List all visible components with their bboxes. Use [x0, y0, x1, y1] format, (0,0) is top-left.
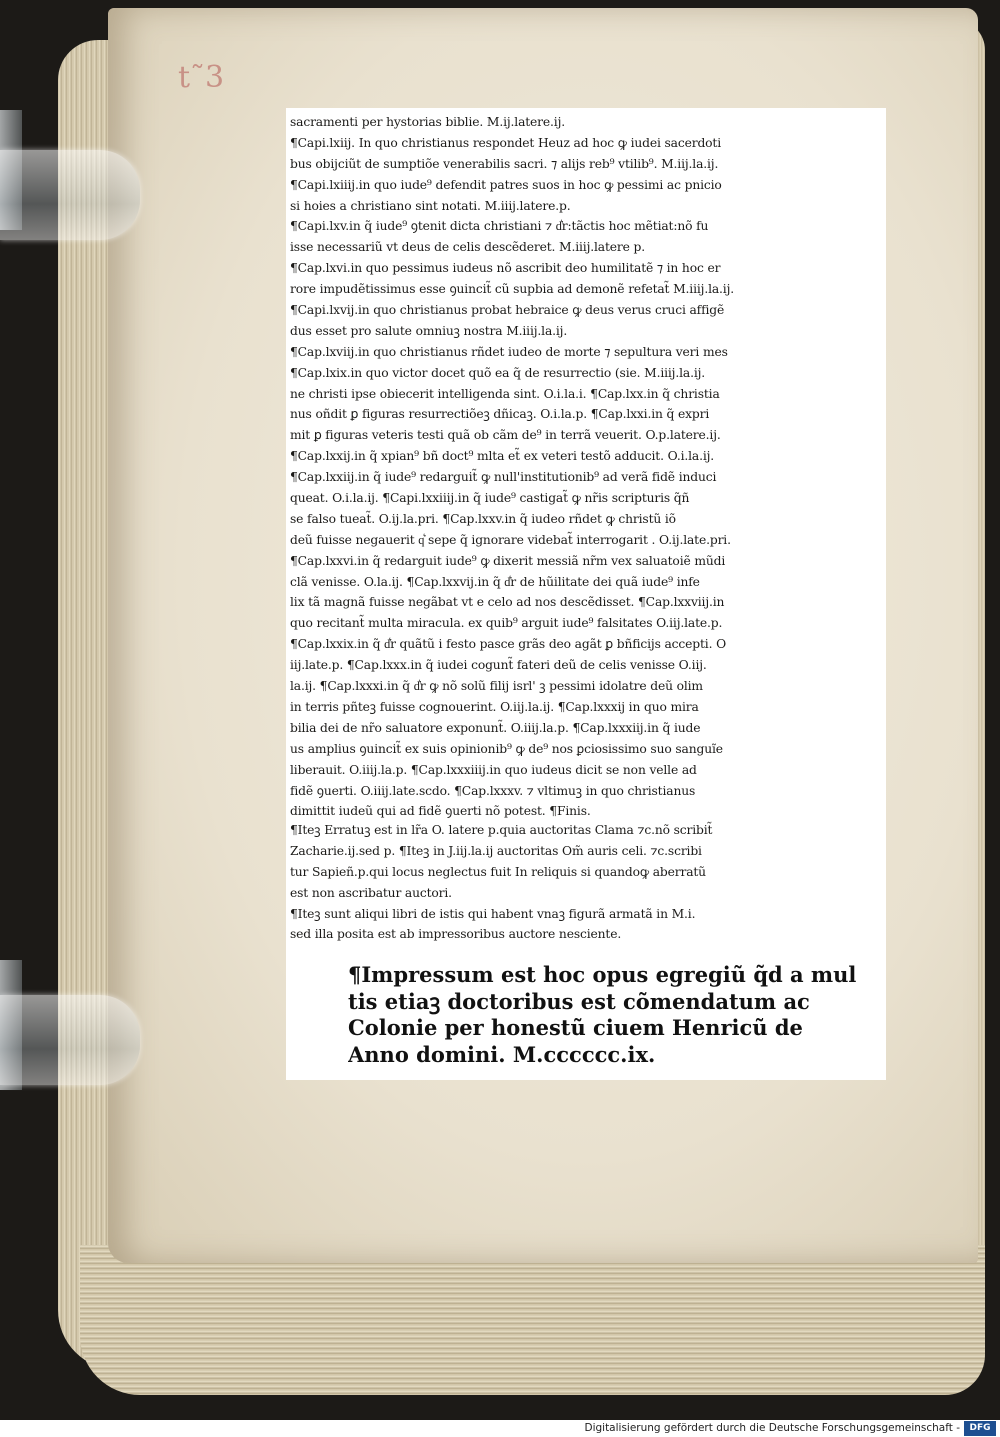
text-line: ¶Capi.lxiij. In quo christianus respondet Heuz ad hoc ꝙ iudei sacerdoti — [290, 135, 721, 150]
glass-clamp-bottom — [0, 995, 140, 1085]
text-line: ¶Cap.lxxij.in q̃ xpian⁹ bñ doct⁹ mlta et̃ ex veteri testõ adducit. O.i.la.ij. — [290, 449, 715, 464]
colophon-line: ¶Impressum est hoc opus egregiũ q̃d a mul — [348, 962, 857, 987]
errata-line: sed illa posita est ab impressoribus auctore nesciente. — [290, 927, 622, 942]
footer-credit: Digitalisierung gefördert durch die Deutsche Forschungsgemeinschaft - — [584, 1422, 960, 1434]
text-line: fidẽ ꝯuerti. O.iiij.late.scdo. ¶Cap.lxxxv. ⁊ vltimuꝫ in quo christianus — [290, 783, 696, 798]
errata-line: Zacharie.ij.sed p. ¶Iteꝫ in J.iij.la.ij auctoritas Om̃ auris celi. ⁊c.scribi — [290, 843, 702, 858]
text-line: ¶Cap.lxvi.in quo pessimus iudeus nõ ascribit deo humilitatẽ ⁊ in hoc er — [290, 261, 721, 276]
text-line: bilia dei de nr̃o saluatore exponunt̃. O.iiij.la.p. ¶Cap.lxxxiij.in q̃ iude — [290, 720, 701, 735]
glass-clamp-top — [0, 150, 140, 240]
text-line: ¶Cap.lxix.in quo victor docet quõ ea q̃ de resurrectio (sie. M.iiij.la.ij. — [290, 365, 706, 380]
text-line: ¶Capi.lxiiij.in quo iude⁹ defendit patres suos in hoc ꝙ pessimi ac pnicio — [290, 177, 722, 192]
errata — [290, 820, 885, 945]
text-line: isse necessariũ vt deus de celis descẽderet. M.iiij.latere p. — [290, 240, 645, 255]
colophon-line: Colonie per honestũ ciuem Henricũ de — [348, 1015, 803, 1040]
text-line: quo recitant̃ multa miracula. ex quib⁹ arguit iude⁹ falsitates O.iij.late.p. — [290, 616, 723, 631]
text-line: iij.late.p. ¶Cap.lxxx.in q̃ iudei cogunt̃ fateri deũ de celis venisse O.iij. — [290, 658, 707, 673]
text-line: in terris pñteꝫ fuisse cognouerint. O.iij.la.ij. ¶Cap.lxxxij in quo mira — [290, 699, 699, 714]
manuscript-mark: t˜3 — [178, 60, 225, 95]
text-line: sacramenti per hystorias biblie. M.ij.latere.ij. — [290, 115, 565, 129]
text-line: dimittit iudeũ qui ad fidẽ ꝯuerti nõ potest. ¶Finis. — [290, 804, 591, 819]
text-line: ¶Cap.lxviij.in quo christianus rñdet iudeo de morte ⁊ sepultura veri mes — [290, 344, 728, 359]
page-edges-bottom — [80, 1245, 985, 1395]
text-line: ¶Capi.lxv.in q̃ iude⁹ ꝯtenit dicta christiani ⁊ d͛r:tãctis hoc mẽtiat:nõ fu — [290, 219, 709, 234]
colophon — [348, 962, 868, 1068]
errata-line: ¶Iteꝫ Erratuꝫ est in lr̃a O. latere p.quia auctoritas Clama ⁊c.nõ scribit̃ — [290, 823, 713, 837]
text-line: dus esset pro salute omniuꝫ nostra M.iiij.la.ij. — [290, 323, 568, 338]
text-line: clã venisse. O.la.ij. ¶Cap.lxxvij.in q̃ d͛r de hũilitate dei quã iude⁹ infe — [290, 574, 700, 589]
text-line: liberauit. O.iiij.la.p. ¶Cap.lxxxiiij.in quo iudeus dicit se non velle ad — [290, 762, 697, 777]
errata-line: est non ascribatur auctori. — [290, 885, 452, 900]
text-line: ne christi ipse obiecerit intelligenda sint. O.i.la.i. ¶Cap.lxx.in q̃ christia — [290, 386, 720, 401]
text-line: la.ij. ¶Cap.lxxxi.in q̃ d͛r ꝙ nõ solũ filij isrl' ꝫ pessimi idolatre deũ olim — [290, 679, 703, 694]
text-line: ¶Cap.lxxiij.in q̃ iude⁹ redarguit̃ ꝙ null'institutionib⁹ ad verã fidẽ induci — [290, 470, 717, 485]
text-line: bus obijciũt de sumptiõe venerabilis sacri. ⁊ alijs reb⁹ vtilib⁹. M.iij.la.ij. — [290, 156, 719, 171]
colophon-line: Anno domini. M.cccccc.ix. — [348, 1041, 656, 1067]
text-line: se falso tueat̃. O.ij.la.pri. ¶Cap.lxxv.in q̃ iudeo rñdet ꝙ christũ iõ — [290, 511, 676, 526]
dfg-logo-icon[interactable]: DFG — [964, 1421, 996, 1436]
footer-bar — [0, 1420, 1000, 1437]
text-line: nus oñdit ꝑ figuras resurrectiõeꝫ dñicaꝫ. O.i.la.p. ¶Cap.lxxi.in q̃ expri — [290, 407, 710, 422]
text-line: deũ fuisse negauerit q͛ sepe q̃ ignorare videbat̃ interrogarit . O.ij.late.pri. — [290, 532, 731, 547]
text-line: queat. O.i.la.ij. ¶Capi.lxxiiij.in q̃ iude⁹ castigat̃ ꝙ nr̃is scripturis q̃ñ — [290, 491, 690, 506]
text-line: lix tã magnã fuisse negãbat vt e celo ad nos descẽdisset. ¶Cap.lxxviij.in — [290, 595, 725, 610]
colophon-line: tis etiaꝫ doctoribus est cõmendatum ac — [348, 988, 810, 1014]
text-line: rore impudẽtissimus esse ꝯuincit̃ cũ supbia ad demonẽ refetat̃ M.iiij.la.ij. — [290, 282, 735, 297]
text-line: ¶Cap.lxxix.in q̃ d͛r quãtũ i festo pasce grãs deo agãt ꝑ bñficijs accepti. O — [290, 637, 727, 652]
text-line: us amplius ꝯuincit̃ ex suis opinionib⁹ ꝙ de⁹ nos ꝑciosissimo suo sanguĩe — [290, 741, 723, 756]
text-line: mit ꝑ figuras veteris testi quã ob cãm de⁹ in terrã veuerit. O.p.latere.ij. — [290, 428, 721, 443]
text-line: ¶Cap.lxxvi.in q̃ redarguit iude⁹ ꝙ dixerit messiã nr̃m vex saluatoiẽ mũdi — [290, 553, 726, 568]
errata-line: ¶Iteꝫ sunt aliqui libri de istis qui habent vnaꝫ figurã armatã in M.i. — [290, 906, 696, 921]
text-line: ¶Capi.lxvij.in quo christianus probat hebraice ꝙ deus verus cruci affigẽ — [290, 303, 725, 318]
errata-line: tur Sapieñ.p.qui locus neglectus fuit In reliquis si quandoꝙ aberratũ — [290, 864, 706, 879]
table-of-contents — [290, 112, 885, 822]
text-line: si hoies a christiano sint notati. M.iiij.latere.p. — [290, 198, 571, 213]
